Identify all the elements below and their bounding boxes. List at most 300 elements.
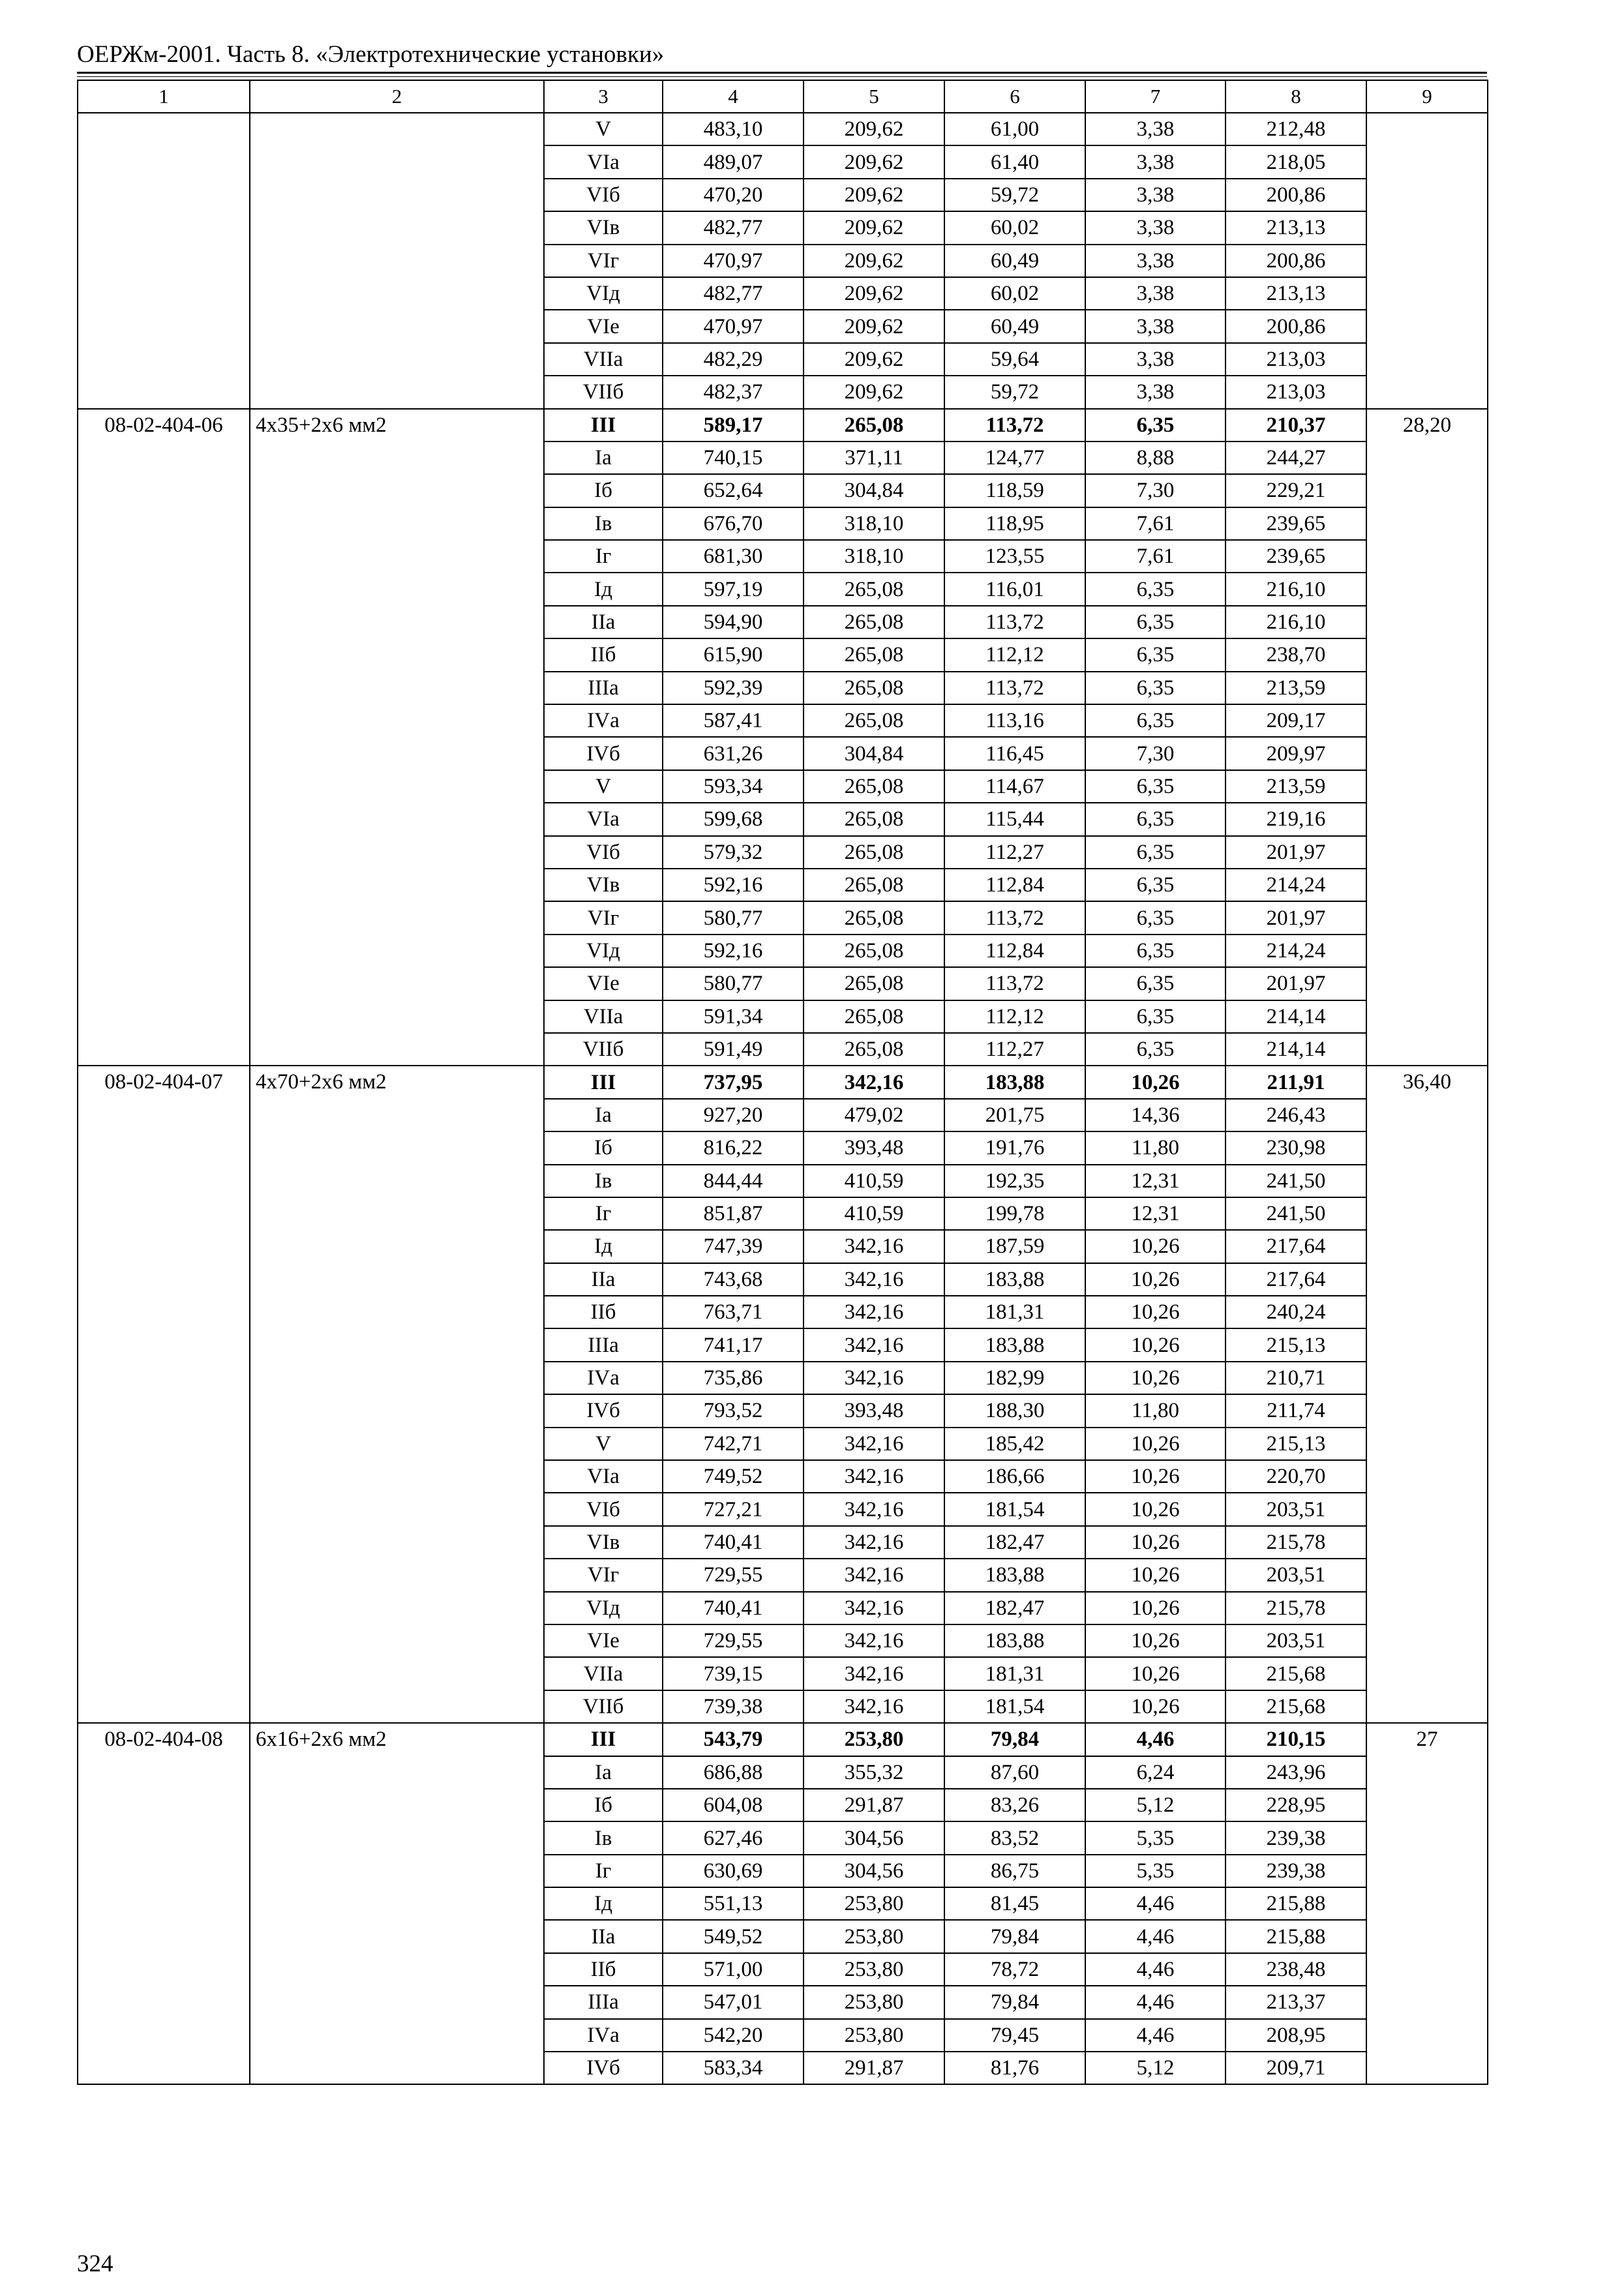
value-cell: 209,62 (804, 245, 944, 277)
value-cell: 410,59 (804, 1197, 944, 1230)
value-cell: 113,72 (944, 409, 1085, 441)
value-cell: 371,11 (804, 441, 944, 474)
cable-spec-cell (250, 113, 544, 409)
value-cell: 215,88 (1226, 1887, 1366, 1920)
value-cell: 410,59 (804, 1165, 944, 1197)
value-cell: 112,84 (944, 935, 1085, 967)
value-cell: 547,01 (663, 1986, 804, 2018)
value-cell: 304,84 (804, 474, 944, 507)
value-cell: 482,77 (663, 277, 804, 310)
value-cell: 116,01 (944, 573, 1085, 605)
column-number-header: 7 (1085, 80, 1226, 113)
value-cell: 191,76 (944, 1131, 1085, 1164)
value-cell: 210,37 (1226, 409, 1366, 441)
value-cell: 6,35 (1085, 704, 1226, 737)
value-cell: 6,35 (1085, 1033, 1226, 1066)
price-table (77, 80, 1488, 2085)
value-cell: 741,17 (663, 1328, 804, 1361)
value-cell: 214,14 (1226, 1000, 1366, 1033)
value-cell: 3,38 (1085, 179, 1226, 211)
value-cell: 183,88 (944, 1066, 1085, 1098)
table-row (78, 1723, 1488, 1756)
value-cell: 631,26 (663, 737, 804, 770)
value-cell: 6,35 (1085, 1000, 1226, 1033)
value-cell: 265,08 (804, 770, 944, 803)
value-cell: 228,95 (1226, 1789, 1366, 1821)
zone-cell: VIд (544, 277, 663, 310)
value-cell: 479,02 (804, 1099, 944, 1131)
table-header-row (78, 80, 1488, 113)
value-cell: 591,49 (663, 1033, 804, 1066)
value-cell: 6,35 (1085, 967, 1226, 1000)
value-cell: 747,39 (663, 1230, 804, 1263)
value-cell: 87,60 (944, 1756, 1085, 1789)
value-cell: 10,26 (1085, 1263, 1226, 1296)
zone-cell: Iг (544, 1197, 663, 1230)
value-cell: 265,08 (804, 836, 944, 869)
value-cell: 244,27 (1226, 441, 1366, 474)
value-cell: 5,35 (1085, 1821, 1226, 1854)
value-cell: 4,46 (1085, 1953, 1226, 1986)
table-row (78, 1066, 1488, 1098)
cable-spec-cell: 4х70+2х6 мм2 (250, 1066, 544, 1723)
value-cell: 192,35 (944, 1165, 1085, 1197)
value-cell: 209,62 (804, 113, 944, 145)
value-cell: 215,68 (1226, 1657, 1366, 1690)
value-cell: 124,77 (944, 441, 1085, 474)
labor-cost-cell: 28,20 (1366, 409, 1488, 1066)
value-cell: 60,02 (944, 211, 1085, 244)
document-title: ОЕРЖм-2001. Часть 8. «Электротехнические установки» (77, 41, 665, 68)
page-number: 324 (77, 2251, 113, 2277)
value-cell: 342,16 (804, 1230, 944, 1263)
value-cell: 200,86 (1226, 179, 1366, 211)
value-cell: 729,55 (663, 1559, 804, 1591)
value-cell: 482,29 (663, 343, 804, 376)
value-cell: 592,16 (663, 869, 804, 901)
value-cell: 265,08 (804, 606, 944, 638)
zone-cell: Iб (544, 1131, 663, 1164)
value-cell: 123,55 (944, 540, 1085, 573)
value-cell: 742,71 (663, 1428, 804, 1460)
value-cell: 182,47 (944, 1592, 1085, 1624)
zone-cell: VIв (544, 869, 663, 901)
value-cell: 214,24 (1226, 869, 1366, 901)
zone-cell: VIа (544, 803, 663, 835)
value-cell: 253,80 (804, 1920, 944, 1952)
value-cell: 342,16 (804, 1328, 944, 1361)
value-cell: 229,21 (1226, 474, 1366, 507)
column-number-header: 3 (544, 80, 663, 113)
value-cell: 185,42 (944, 1428, 1085, 1460)
rate-code-cell: 08-02-404-07 (78, 1066, 250, 1723)
zone-cell: VIг (544, 245, 663, 277)
rate-code-cell: 08-02-404-08 (78, 1723, 250, 2084)
value-cell: 253,80 (804, 1953, 944, 1986)
value-cell: 740,15 (663, 441, 804, 474)
value-cell: 83,26 (944, 1789, 1085, 1821)
value-cell: 113,72 (944, 672, 1085, 704)
zone-cell: IIб (544, 1953, 663, 1986)
value-cell: 6,35 (1085, 638, 1226, 671)
value-cell: 737,95 (663, 1066, 804, 1098)
value-cell: 10,26 (1085, 1559, 1226, 1591)
value-cell: 83,52 (944, 1821, 1085, 1854)
value-cell: 927,20 (663, 1099, 804, 1131)
zone-cell: Iв (544, 1165, 663, 1197)
value-cell: 342,16 (804, 1624, 944, 1657)
value-cell: 12,31 (1085, 1197, 1226, 1230)
value-cell: 213,03 (1226, 376, 1366, 408)
value-cell: 727,21 (663, 1493, 804, 1525)
zone-cell: IIIа (544, 1328, 663, 1361)
value-cell: 201,97 (1226, 901, 1366, 934)
value-cell: 304,56 (804, 1855, 944, 1887)
value-cell: 183,88 (944, 1263, 1085, 1296)
value-cell: 4,46 (1085, 1920, 1226, 1952)
value-cell: 209,62 (804, 310, 944, 342)
value-cell: 265,08 (804, 573, 944, 605)
value-cell: 86,75 (944, 1855, 1085, 1887)
value-cell: 115,44 (944, 803, 1085, 835)
value-cell: 113,72 (944, 901, 1085, 934)
value-cell: 113,16 (944, 704, 1085, 737)
value-cell: 652,64 (663, 474, 804, 507)
value-cell: 6,35 (1085, 803, 1226, 835)
value-cell: 209,62 (804, 343, 944, 376)
value-cell: 210,71 (1226, 1362, 1366, 1394)
value-cell: 579,32 (663, 836, 804, 869)
value-cell: 851,87 (663, 1197, 804, 1230)
value-cell: 188,30 (944, 1394, 1085, 1427)
value-cell: 213,03 (1226, 343, 1366, 376)
zone-cell: VIIа (544, 1000, 663, 1033)
zone-cell: V (544, 1428, 663, 1460)
table-row (78, 113, 1488, 145)
value-cell: 739,15 (663, 1657, 804, 1690)
value-cell: 203,51 (1226, 1493, 1366, 1525)
value-cell: 599,68 (663, 803, 804, 835)
value-cell: 342,16 (804, 1066, 944, 1098)
title-rule-thin (77, 76, 1487, 77)
zone-cell: Iд (544, 1230, 663, 1263)
rate-code-cell (78, 113, 250, 409)
value-cell: 265,08 (804, 672, 944, 704)
value-cell: 239,38 (1226, 1855, 1366, 1887)
value-cell: 181,54 (944, 1690, 1085, 1723)
value-cell: 686,88 (663, 1756, 804, 1789)
value-cell: 217,64 (1226, 1230, 1366, 1263)
value-cell: 592,16 (663, 935, 804, 967)
value-cell: 549,52 (663, 1920, 804, 1952)
value-cell: 10,26 (1085, 1428, 1226, 1460)
value-cell: 6,35 (1085, 836, 1226, 869)
value-cell: 81,76 (944, 2052, 1085, 2084)
value-cell: 4,46 (1085, 1723, 1226, 1756)
column-number-header: 4 (663, 80, 804, 113)
value-cell: 6,35 (1085, 672, 1226, 704)
value-cell: 592,39 (663, 672, 804, 704)
value-cell: 217,64 (1226, 1263, 1366, 1296)
value-cell: 216,10 (1226, 606, 1366, 638)
zone-cell: VIд (544, 935, 663, 967)
value-cell: 739,38 (663, 1690, 804, 1723)
zone-cell: VIб (544, 179, 663, 211)
value-cell: 597,19 (663, 573, 804, 605)
value-cell: 59,72 (944, 376, 1085, 408)
value-cell: 265,08 (804, 638, 944, 671)
title-rule-thick (77, 72, 1487, 74)
value-cell: 211,91 (1226, 1066, 1366, 1098)
value-cell: 112,84 (944, 869, 1085, 901)
value-cell: 11,80 (1085, 1394, 1226, 1427)
value-cell: 213,59 (1226, 672, 1366, 704)
value-cell: 580,77 (663, 967, 804, 1000)
column-number-header: 1 (78, 80, 250, 113)
value-cell: 113,72 (944, 606, 1085, 638)
value-cell: 583,34 (663, 2052, 804, 2084)
value-cell: 181,31 (944, 1657, 1085, 1690)
value-cell: 213,13 (1226, 277, 1366, 310)
value-cell: 265,08 (804, 409, 944, 441)
value-cell: 112,27 (944, 1033, 1085, 1066)
zone-cell: Iг (544, 1855, 663, 1887)
zone-cell: Iд (544, 1887, 663, 1920)
value-cell: 265,08 (804, 1000, 944, 1033)
value-cell: 5,35 (1085, 1855, 1226, 1887)
column-number-header: 8 (1226, 80, 1366, 113)
value-cell: 201,75 (944, 1099, 1085, 1131)
value-cell: 265,08 (804, 967, 944, 1000)
value-cell: 10,26 (1085, 1362, 1226, 1394)
value-cell: 3,38 (1085, 310, 1226, 342)
value-cell: 10,26 (1085, 1526, 1226, 1559)
value-cell: 183,88 (944, 1559, 1085, 1591)
value-cell: 209,17 (1226, 704, 1366, 737)
value-cell: 215,78 (1226, 1592, 1366, 1624)
zone-cell: IVб (544, 1394, 663, 1427)
column-number-header: 6 (944, 80, 1085, 113)
value-cell: 342,16 (804, 1526, 944, 1559)
value-cell: 10,26 (1085, 1328, 1226, 1361)
value-cell: 116,45 (944, 737, 1085, 770)
value-cell: 112,12 (944, 638, 1085, 671)
value-cell: 393,48 (804, 1131, 944, 1164)
labor-cost-cell: 36,40 (1366, 1066, 1488, 1723)
value-cell: 10,26 (1085, 1690, 1226, 1723)
zone-cell: V (544, 113, 663, 145)
value-cell: 215,78 (1226, 1526, 1366, 1559)
zone-cell: VIIа (544, 1657, 663, 1690)
value-cell: 59,72 (944, 179, 1085, 211)
value-cell: 318,10 (804, 540, 944, 573)
value-cell: 10,26 (1085, 1066, 1226, 1098)
zone-cell: Iа (544, 441, 663, 474)
value-cell: 220,70 (1226, 1460, 1366, 1493)
value-cell: 201,97 (1226, 836, 1366, 869)
value-cell: 342,16 (804, 1690, 944, 1723)
rate-code-cell: 08-02-404-06 (78, 409, 250, 1066)
value-cell: 203,51 (1226, 1559, 1366, 1591)
value-cell: 241,50 (1226, 1165, 1366, 1197)
table-row (78, 409, 1488, 441)
value-cell: 209,62 (804, 211, 944, 244)
value-cell: 3,38 (1085, 211, 1226, 244)
column-number-header: 9 (1366, 80, 1488, 113)
value-cell: 265,08 (804, 803, 944, 835)
value-cell: 79,84 (944, 1986, 1085, 2018)
value-cell: 240,24 (1226, 1296, 1366, 1328)
zone-cell: IIа (544, 1263, 663, 1296)
value-cell: 114,67 (944, 770, 1085, 803)
zone-cell: IVб (544, 737, 663, 770)
value-cell: 182,47 (944, 1526, 1085, 1559)
value-cell: 7,61 (1085, 507, 1226, 540)
value-cell: 243,96 (1226, 1756, 1366, 1789)
value-cell: 213,37 (1226, 1986, 1366, 2018)
value-cell: 7,30 (1085, 737, 1226, 770)
value-cell: 342,16 (804, 1263, 944, 1296)
value-cell: 816,22 (663, 1131, 804, 1164)
zone-cell: IVб (544, 2052, 663, 2084)
zone-cell: VIIб (544, 1033, 663, 1066)
value-cell: 681,30 (663, 540, 804, 573)
value-cell: 291,87 (804, 1789, 944, 1821)
value-cell: 118,59 (944, 474, 1085, 507)
value-cell: 355,32 (804, 1756, 944, 1789)
value-cell: 6,35 (1085, 573, 1226, 605)
value-cell: 604,08 (663, 1789, 804, 1821)
value-cell: 112,12 (944, 1000, 1085, 1033)
value-cell: 10,26 (1085, 1624, 1226, 1657)
value-cell: 740,41 (663, 1526, 804, 1559)
value-cell: 79,84 (944, 1723, 1085, 1756)
labor-cost-cell: 27 (1366, 1723, 1488, 2084)
value-cell: 239,38 (1226, 1821, 1366, 1854)
value-cell: 318,10 (804, 507, 944, 540)
value-cell: 844,44 (663, 1165, 804, 1197)
zone-cell: VIв (544, 211, 663, 244)
value-cell: 304,56 (804, 1821, 944, 1854)
value-cell: 182,99 (944, 1362, 1085, 1394)
value-cell: 79,84 (944, 1920, 1085, 1952)
value-cell: 118,95 (944, 507, 1085, 540)
value-cell: 793,52 (663, 1394, 804, 1427)
value-cell: 749,52 (663, 1460, 804, 1493)
column-number-header: 2 (250, 80, 544, 113)
value-cell: 214,14 (1226, 1033, 1366, 1066)
value-cell: 594,90 (663, 606, 804, 638)
value-cell: 265,08 (804, 901, 944, 934)
value-cell: 470,97 (663, 310, 804, 342)
value-cell: 213,59 (1226, 770, 1366, 803)
value-cell: 230,98 (1226, 1131, 1366, 1164)
zone-cell: IIIа (544, 1986, 663, 2018)
value-cell: 6,35 (1085, 935, 1226, 967)
value-cell: 740,41 (663, 1592, 804, 1624)
zone-cell: IIа (544, 1920, 663, 1952)
value-cell: 183,88 (944, 1328, 1085, 1361)
value-cell: 253,80 (804, 2019, 944, 2052)
value-cell: 482,37 (663, 376, 804, 408)
zone-cell: Iд (544, 573, 663, 605)
value-cell: 200,86 (1226, 310, 1366, 342)
value-cell: 60,49 (944, 245, 1085, 277)
value-cell: 265,08 (804, 1033, 944, 1066)
zone-cell: V (544, 770, 663, 803)
value-cell: 342,16 (804, 1592, 944, 1624)
value-cell: 3,38 (1085, 145, 1226, 178)
value-cell: 60,02 (944, 277, 1085, 310)
zone-cell: IIб (544, 638, 663, 671)
value-cell: 215,13 (1226, 1328, 1366, 1361)
value-cell: 6,35 (1085, 901, 1226, 934)
value-cell: 393,48 (804, 1394, 944, 1427)
zone-cell: VIв (544, 1526, 663, 1559)
value-cell: 214,24 (1226, 935, 1366, 967)
value-cell: 630,69 (663, 1855, 804, 1887)
value-cell: 61,00 (944, 113, 1085, 145)
value-cell: 200,86 (1226, 245, 1366, 277)
value-cell: 5,12 (1085, 1789, 1226, 1821)
value-cell: 470,20 (663, 179, 804, 211)
value-cell: 61,40 (944, 145, 1085, 178)
value-cell: 60,49 (944, 310, 1085, 342)
value-cell: 7,30 (1085, 474, 1226, 507)
value-cell: 181,54 (944, 1493, 1085, 1525)
value-cell: 253,80 (804, 1723, 944, 1756)
value-cell: 735,86 (663, 1362, 804, 1394)
value-cell: 219,16 (1226, 803, 1366, 835)
value-cell: 743,68 (663, 1263, 804, 1296)
value-cell: 239,65 (1226, 507, 1366, 540)
zone-cell: VIб (544, 836, 663, 869)
value-cell: 265,08 (804, 704, 944, 737)
value-cell: 3,38 (1085, 113, 1226, 145)
value-cell: 6,35 (1085, 409, 1226, 441)
zone-cell: VIIб (544, 376, 663, 408)
value-cell: 199,78 (944, 1197, 1085, 1230)
value-cell: 208,95 (1226, 2019, 1366, 2052)
value-cell: 483,10 (663, 113, 804, 145)
value-cell: 3,38 (1085, 343, 1226, 376)
zone-cell: VIа (544, 145, 663, 178)
value-cell: 253,80 (804, 1887, 944, 1920)
value-cell: 342,16 (804, 1657, 944, 1690)
value-cell: 593,34 (663, 770, 804, 803)
value-cell: 8,88 (1085, 441, 1226, 474)
value-cell: 3,38 (1085, 245, 1226, 277)
value-cell: 676,70 (663, 507, 804, 540)
value-cell: 482,77 (663, 211, 804, 244)
value-cell: 6,35 (1085, 606, 1226, 638)
zone-cell: IIб (544, 1296, 663, 1328)
zone-cell: IVа (544, 1362, 663, 1394)
value-cell: 215,68 (1226, 1690, 1366, 1723)
value-cell: 6,24 (1085, 1756, 1226, 1789)
value-cell: 4,46 (1085, 2019, 1226, 2052)
value-cell: 10,26 (1085, 1230, 1226, 1263)
value-cell: 79,45 (944, 2019, 1085, 2052)
value-cell: 113,72 (944, 967, 1085, 1000)
value-cell: 342,16 (804, 1428, 944, 1460)
value-cell: 59,64 (944, 343, 1085, 376)
value-cell: 81,45 (944, 1887, 1085, 1920)
value-cell: 6,35 (1085, 770, 1226, 803)
zone-cell: IVа (544, 704, 663, 737)
value-cell: 211,74 (1226, 1394, 1366, 1427)
value-cell: 78,72 (944, 1953, 1085, 1986)
